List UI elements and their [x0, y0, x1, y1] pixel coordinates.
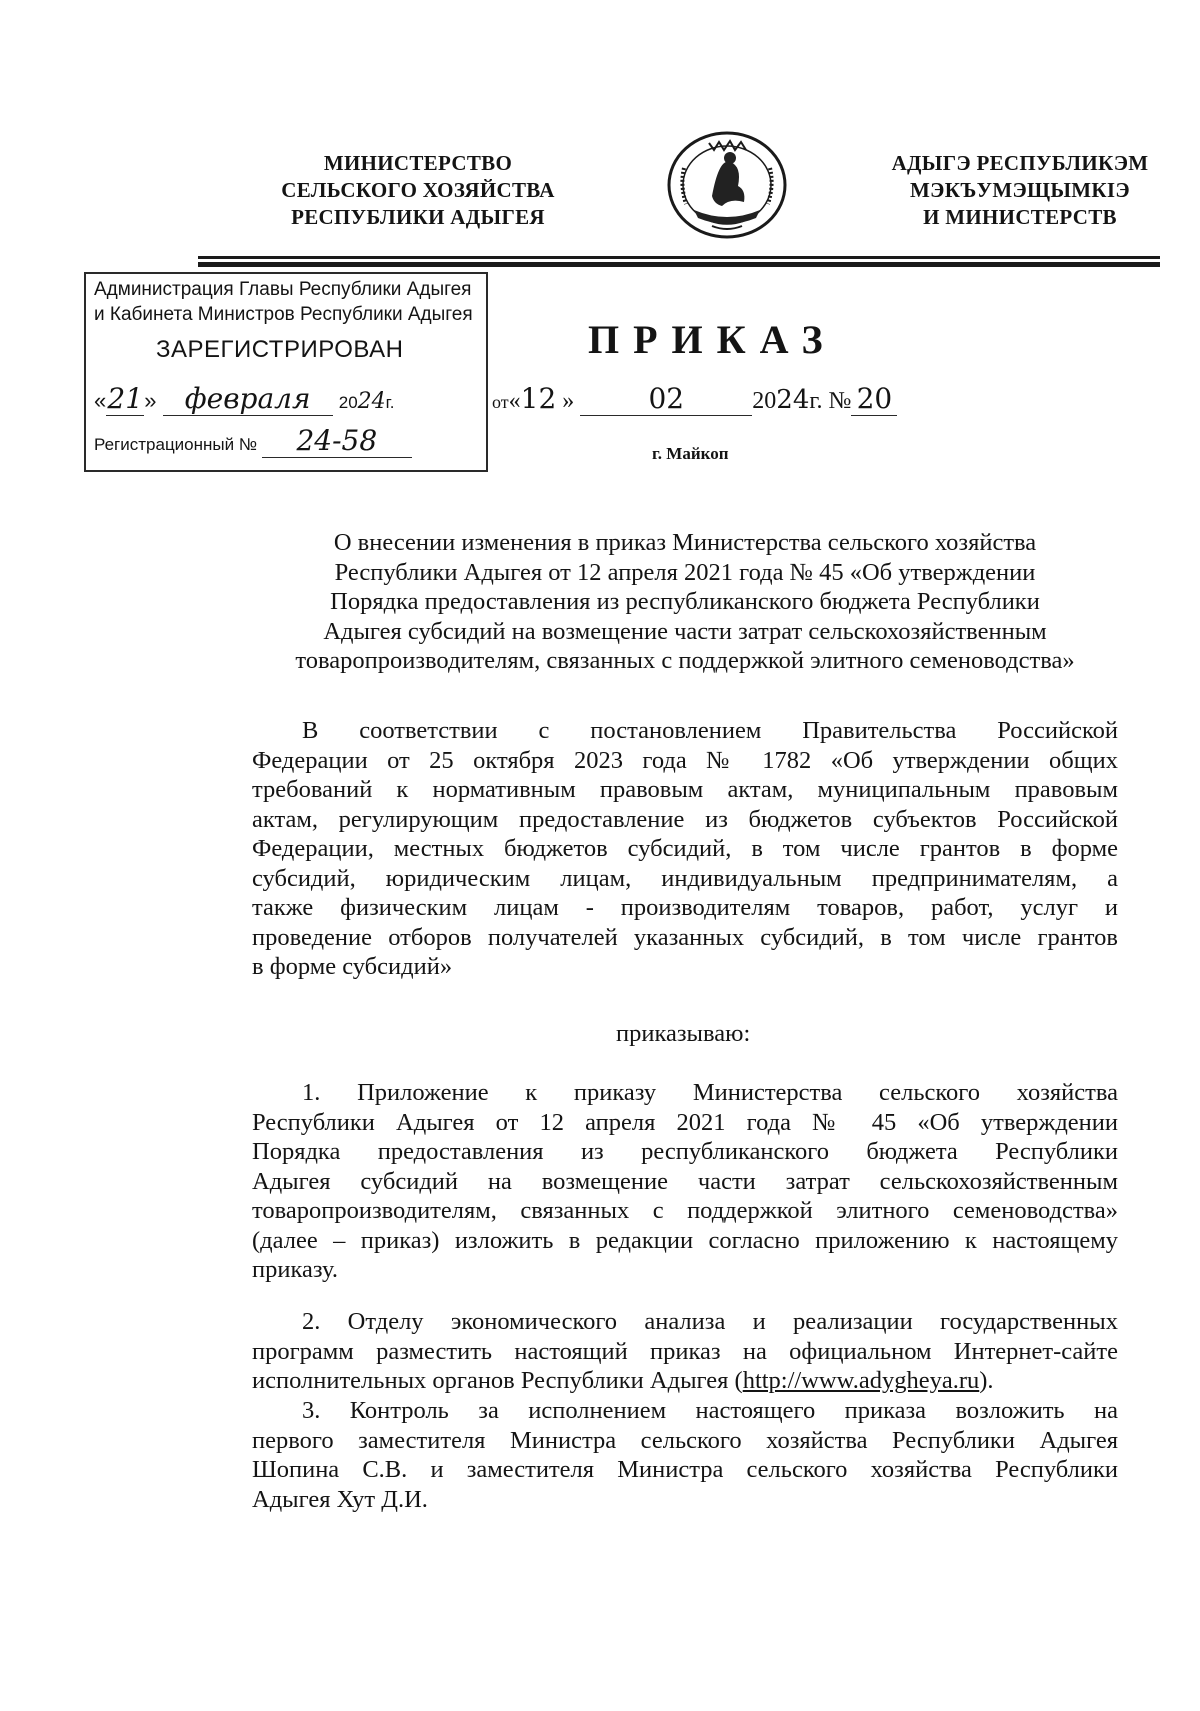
registration-stamp: [84, 272, 488, 472]
stamp-date: [94, 382, 484, 416]
order-month: 02: [580, 382, 752, 416]
stamp-date-day: 21: [107, 382, 144, 415]
paragraph-line: также физическим лицам - производителям товаров, работ, услуг и: [252, 894, 1118, 921]
order-item-1: [252, 1078, 1118, 1285]
paragraph-line: (далее – приказ) изложить в редакции согласно приложению к настоящему: [252, 1226, 1118, 1254]
paragraph-line: В соответствии с постановлением Правительства Российской: [302, 717, 1118, 744]
stamp-reg-number: [94, 424, 484, 458]
order-day: 12: [520, 382, 557, 415]
paragraph-line: Порядка предоставления из республиканского бюджета Республики: [252, 1138, 1118, 1165]
document-title-line: О внесении изменения в приказ Министерства сельского хозяйства: [333, 529, 1037, 556]
adygea-coat-of-arms-icon: [664, 128, 790, 242]
paragraph-line: 2. Отделу экономического анализа и реализации государственных: [302, 1308, 1118, 1335]
order-date-number: [492, 382, 897, 416]
order-item-3: [252, 1396, 1118, 1514]
paragraph-line: проведение отборов получателей указанных субсидий, в том числе грантов: [252, 923, 1118, 951]
paragraph-line: требований к нормативным правовым актам, муниципальным правовым: [252, 776, 1118, 803]
ministry-name-line: СЕЛЬСКОГО ХОЗЯЙСТВА: [281, 178, 555, 202]
document-title-line: товаропроизводителям, связанных с поддержкой элитного семеноводства»: [295, 647, 1075, 674]
order-year-prefix: 20: [752, 388, 777, 414]
paragraph-line: [252, 1366, 1118, 1396]
order-year: 24: [776, 385, 810, 415]
stamp-date-year-suffix: г.: [385, 393, 395, 412]
paragraph-line: Федерации от 25 октября 2023 года № 1782 «Об утверждении общих: [252, 746, 1118, 774]
stamp-reg-value: 24-58: [262, 424, 412, 458]
order-from-label: от: [492, 392, 509, 412]
paragraph-line: Федерации, местных бюджетов субсидий, в том числе грантов в форме: [252, 835, 1118, 862]
ministry-name-adyghe: [860, 150, 1180, 231]
order-city: г. Майкоп: [652, 444, 729, 463]
order-year-suffix: г.: [809, 388, 823, 414]
document-title-line: Республики Адыгея от 12 апреля 2021 года № 45 «Об утверждении: [334, 558, 1036, 586]
paragraph-line: Шопина С.В. и заместителя Министра сельского хозяйства Республики: [252, 1456, 1118, 1483]
paragraph-line: программ разместить настоящий приказ на официальном Интернет-сайте: [252, 1337, 1118, 1365]
stamp-date-quote: «: [94, 388, 107, 413]
link-suffix: ).: [979, 1367, 994, 1394]
stamp-org-line: Администрация Главы Республики Адыгея: [94, 279, 472, 300]
paragraph-line: Республики Адыгея от 12 апреля 2021 года № 45 «Об утверждении: [252, 1108, 1118, 1136]
header-rule-thick: [198, 262, 1160, 267]
ministry-name-line: МЭКЪУМЭЩЫМКIЭ: [910, 178, 1130, 202]
ministry-name-russian: [248, 150, 588, 231]
paragraph-line: в форме субсидий»: [252, 953, 453, 980]
stamp-date-month: февраля: [163, 382, 333, 416]
order-item-2: [252, 1307, 1118, 1396]
ministry-name-line: И МИНИСТЕРСТВ: [923, 205, 1117, 229]
order-number-label: №: [828, 388, 852, 414]
stamp-reg-label: Регистрационный №: [94, 435, 258, 454]
legal-basis-paragraph: [252, 716, 1118, 982]
link-prefix: исполнительных органов Республики Адыгея (: [252, 1367, 743, 1394]
stamp-registered-label: ЗАРЕГИСТРИРОВАН: [156, 336, 404, 363]
document-title-line: Адыгея субсидий на возмещение части затрат сельскохозяйственным: [323, 617, 1047, 645]
ministry-name-line: АДЫГЭ РЕСПУБЛИКЭМ: [891, 151, 1149, 175]
paragraph-line: Адыгея субсидий на возмещение части затрат сельскохозяйственным: [252, 1167, 1118, 1195]
paragraph-line: Адыгея Хут Д.И.: [252, 1485, 428, 1513]
order-title: ПРИКАЗ: [588, 317, 837, 362]
paragraph-line: первого заместителя Министра сельского хозяйства Республики Адыгея: [252, 1426, 1118, 1454]
paragraph-line: субсидий, юридическим лицам, индивидуальным предпринимателям, а: [252, 864, 1118, 892]
stamp-date-year-prefix: 20: [338, 393, 358, 412]
order-number: 20: [851, 382, 897, 416]
stamp-date-year: 24: [357, 389, 386, 414]
stamp-date-quote: »: [144, 388, 157, 413]
document-title: [250, 528, 1120, 676]
ministry-name-line: РЕСПУБЛИКИ АДЫГЕЯ: [291, 205, 545, 229]
document-title-line: Порядка предоставления из республиканского бюджета Республики: [330, 588, 1040, 615]
header-rule-thin: [198, 256, 1160, 259]
paragraph-line: 1. Приложение к приказу Министерства сельского хозяйства: [302, 1079, 1118, 1106]
order-day-quote: «: [508, 388, 521, 414]
paragraph-line: актам, регулирующим предоставление из бюджетов субъектов Российской: [252, 805, 1118, 833]
paragraph-line: приказу.: [252, 1256, 338, 1283]
ministry-name-line: МИНИСТЕРСТВО: [323, 151, 513, 175]
order-day-quote: »: [562, 388, 575, 414]
website-link[interactable]: http://www.adygheya.ru: [742, 1367, 980, 1394]
decree-word: приказываю:: [616, 1020, 751, 1047]
paragraph-line: товаропроизводителям, связанных с поддержкой элитного семеноводства»: [252, 1197, 1118, 1224]
paragraph-line: 3. Контроль за исполнением настоящего приказа возложить на: [302, 1397, 1118, 1424]
stamp-org-line: и Кабинета Министров Республики Адыгея: [94, 304, 473, 325]
